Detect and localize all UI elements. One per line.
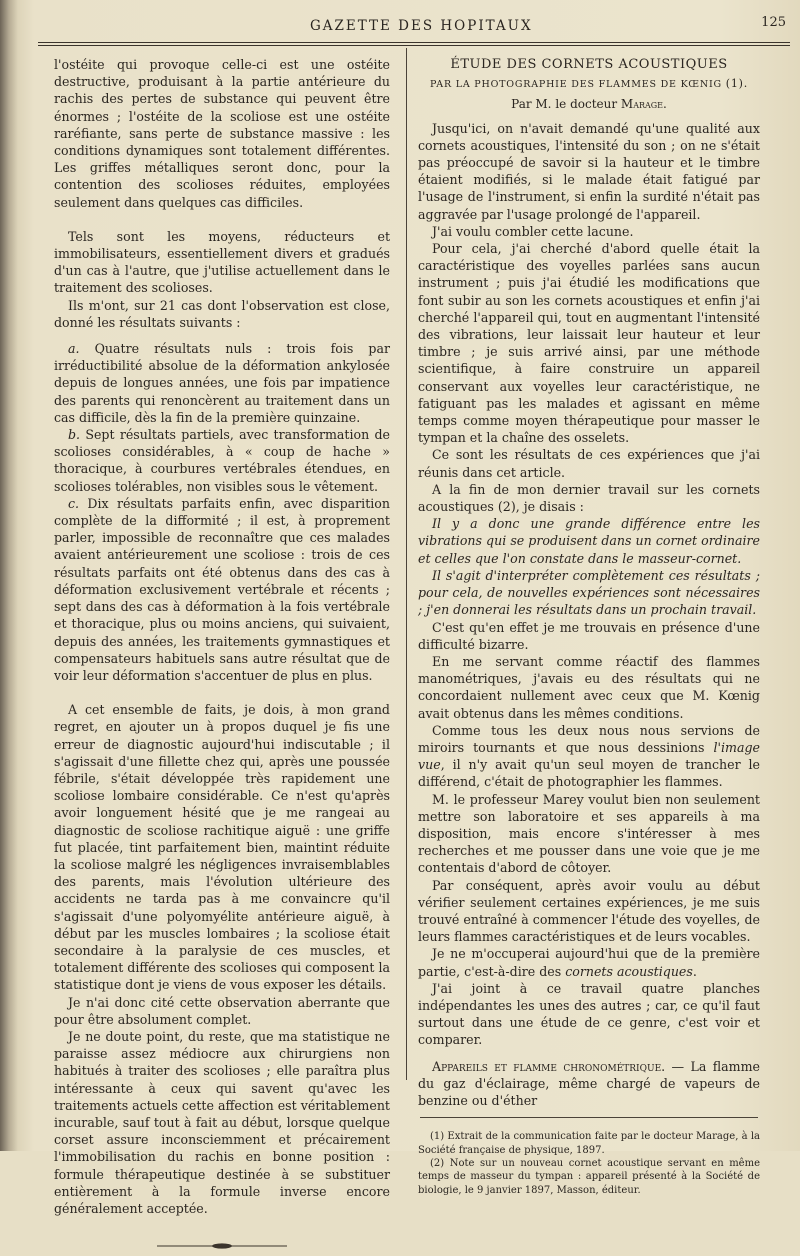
article-title: ÉTUDE DES CORNETS ACOUSTIQUES: [450, 57, 728, 72]
text-run: — La flamme du gaz d'éclairage, même chargé de vapeurs de benzine ou d'éther: [418, 1058, 760, 1108]
paragraph: Je ne doute point, du reste, que ma statistique ne paraisse assez médiocre aux chirurgiens non habitués à traiter des scolioses ; elle paraîtra plus intéressante à ceux qui savent qu'avec les traitements actuels cette affection est véritablement incurable, sauf tout à fait au début, lorsque quelque corset assure inconsciemment et précairement l'immobilisation du rachis en bonne position : formule thérapeutique destinée à se substituer entièrement à la formule inverse encore généralement acceptée.: [54, 1028, 390, 1216]
left-column: [54, 56, 390, 1256]
paragraph: [418, 945, 760, 979]
result-item-b: [54, 426, 390, 495]
text-run: , il n'y avait qu'un seul moyen de trancher le différend, c'était de photographier les flammes.: [418, 757, 760, 790]
author-prefix: Par M. le docteur: [511, 97, 621, 112]
item-text: Sept résultats partiels, avec transformation de scolioses considérables, à « coup de hache » thoracique, à courbures vertébrales étendues, en scolioses tolérables, non visibles sous le vêtement.: [54, 427, 390, 494]
page-header: [40, 14, 786, 38]
author-name: Marage.: [620, 97, 667, 112]
item-text: Dix résultats parfaits enfin, avec disparition complète de la difformité ; il est, à proprement parler, impossible de reconnaître que ces malades avaient antérieurement une scoliose : trois de ces résultats parfaits ont été obtenus dans des cas à déformation exclusivement vertébrale et récents ; sept dans des cas à déformation à la fois vertébrale et thoracique, plus ou moins anciens, qui suivaient, depuis des années, les traitements gymnastiques et compensateurs habituels sans autre résultat que de voir leur déformation s'accentuer de plus en plus.: [54, 495, 390, 683]
paragraph: Pour cela, j'ai cherché d'abord quelle était la caractéristique des voyelles parlées sans aucun instrument ; puis j'ai étudié les modifications que font subir au son les cornets acoustiques et enfin j'ai cherché l'appareil qui, tout en augmentant l'intensité des vibrations, leur laissait leur hauteur et leur timbre ; je suis arrivé ainsi, par une méthode scientifique, à faire construire un appareil conservant aux voyelles leur caractéristique, ne fatiguant pas les malades et agissant en même temps comme moyen thérapeutique pour masser le tympan et la chaîne des osselets.: [418, 241, 760, 446]
item-label: a.: [68, 341, 80, 357]
text-run: Je ne m'occuperai aujourd'hui que de la première partie, c'est-à-dire des: [418, 946, 760, 979]
emphasis: cornets acoustiques: [565, 963, 693, 979]
paragraph: Ils m'ont, sur 21 cas dont l'observation est close, donné les résultats suivants :: [54, 297, 390, 330]
article-author: [418, 96, 760, 113]
paragraph: En me servant comme réactif des flammes manométriques, j'avais eu des résultats qui ne concordaient nullement avec ceux que M. Kœnig avait obtenus dans les mêmes conditions.: [418, 653, 760, 721]
right-column: [418, 56, 760, 1197]
section-paragraph: [418, 1058, 760, 1110]
end-ornament: [54, 1239, 390, 1256]
paragraph: l'ostéite qui provoque celle-ci est une ostéite destructive, produisant à la partie antérieure du rachis des pertes de substance qui peuvent être énormes ; l'ostéite de la scoliose est une ostéite raréfiante, sans perte de substance massive : les conditions dynamiques sont totalement différentes. Les griffes métalliques seront donc, pour la contention des scolioses réduites, employées seulement dans quelques cas difficiles.: [54, 57, 390, 210]
quotation: Il s'agit d'interpréter complètement ces résultats ; pour cela, de nouvelles expériences sont nécessaires ; j'en donnerai les résultats dans un prochain travail.: [418, 567, 760, 618]
result-item-c: [54, 495, 390, 684]
column-divider: [406, 48, 407, 1080]
paragraph: J'ai joint à ce travail quatre planches indépendantes les unes des autres ; car, ce qu'il faut surtout dans une étude de ce genre, c'est voir et comparer.: [418, 980, 760, 1048]
footnotes-rule: [420, 1117, 758, 1118]
paragraph: J'ai voulu combler cette lacune.: [432, 223, 634, 239]
paragraph: A la fin de mon dernier travail sur les cornets acoustiques (2), je disais :: [418, 481, 760, 515]
quotation: Il y a donc une grande différence entre les vibrations qui se produisent dans un cornet ordinaire et celles que l'on constate dans le masseur-cornet.: [418, 516, 760, 566]
footnote-2: (2) Note sur un nouveau cornet acoustique servant en même temps de masseur du tympan : appareil présenté à la Société de biologie, le 9 janvier 1897, Masson, éditeur.: [418, 1158, 760, 1196]
paragraph: Par conséquent, après avoir voulu au début vérifier seulement certaines expériences, je me suis trouvé entraîné à commencer l'étude des voyelles, de leurs flammes caractéristiques et de leurs vocables.: [418, 877, 760, 945]
text-run: .: [692, 963, 697, 979]
result-item-a: [54, 340, 390, 426]
header-rule: [38, 42, 790, 46]
paragraph: Je n'ai donc cité cette observation aberrante que pour être absolument complet.: [54, 994, 390, 1027]
journal-title: GAZETTE DES HOPITAUX: [310, 18, 533, 34]
paragraph: A cet ensemble de faits, je dois, à mon grand regret, en ajouter un à propos duquel je fis une erreur de diagnostic aujourd'hui indiscutable ; il s'agissait d'une fillette chez qui, après une poussée fébrile, s'était développée très rapidement une scoliose lombaire considérable. Ce n'est qu'après avoir longuement hésité que je me rangeai au diagnostic de scoliose rachitique aiguë : une griffe fut placée, tint parfaitement bien, maintint réduite la scoliose malgré les négligences invraisemblables des parents, mais l'évolution ultérieure des accidents ne tarda pas à me convaincre qu'il s'agissait d'une polyomyélite antérieure aiguë, à début par les muscles lombaires ; la scoliose était secondaire à la paralysie de ces muscles, et totalement différente des scolioses qui composent la statistique dont je viens de vous exposer les détails.: [54, 702, 391, 993]
paragraph: C'est qu'en effet je me trouvais en présence d'une difficulté bizarre.: [418, 619, 760, 652]
paragraph: Tels sont les moyens, réducteurs et immobilisateurs, essentiellement divers et gradués d'un cas à l'autre, que j'utilise actuellement dans le traitement des scolioses.: [54, 228, 390, 296]
item-label: b.: [68, 427, 81, 443]
item-text: Quatre résultats nuls : trois fois par irréductibilité absolue de la déformation ankylosée depuis de longues années, une fois par impatience des parents qui renoncèrent au traitement dans un cas difficile, dès la fin de la première quinzaine.: [54, 341, 390, 425]
footnote-ref: (1).: [725, 77, 749, 91]
article-subtitle: [418, 75, 760, 93]
ornament-rule-icon: [157, 1242, 287, 1250]
text-run: Comme tous les deux nous nous servions de miroirs tournants et que nous dessinions: [418, 722, 760, 755]
emphasis: l'image vue: [418, 739, 760, 773]
paragraph: M. le professeur Marey voulut bien non seulement mettre son laboratoire et ses appareils à ma disposition, mais encore s'intéresser à mes recherches et me pousser dans une voie que je me contentais d'abord de côtoyer.: [418, 791, 760, 876]
paragraph: Ce sont les résultats de ces expériences que j'ai réunis dans cet article.: [418, 447, 760, 480]
subtitle-text: PAR LA PHOTOGRAPHIE DES FLAMMES DE KŒNIG: [429, 79, 726, 91]
section-heading: Appareils et flamme chronométrique.: [432, 1058, 666, 1074]
paragraph: Jusqu'ici, on n'avait demandé qu'une qualité aux cornets acoustiques, l'intensité du son ; on ne s'était pas préoccupé de savoir si la hauteur et le timbre étaient modifiés, si le malade était fatigué par l'usage de l'instrument, si enfin la surdité n'était pas aggravée par l'usage prolongé de l'appareil.: [418, 120, 760, 222]
footnote-1: (1) Extrait de la communication faite par le docteur Marage, à la Société française de physique, 1897.: [418, 1131, 760, 1156]
paragraph: [418, 722, 760, 791]
item-label: c.: [68, 495, 80, 511]
page-number: 125: [761, 15, 786, 30]
